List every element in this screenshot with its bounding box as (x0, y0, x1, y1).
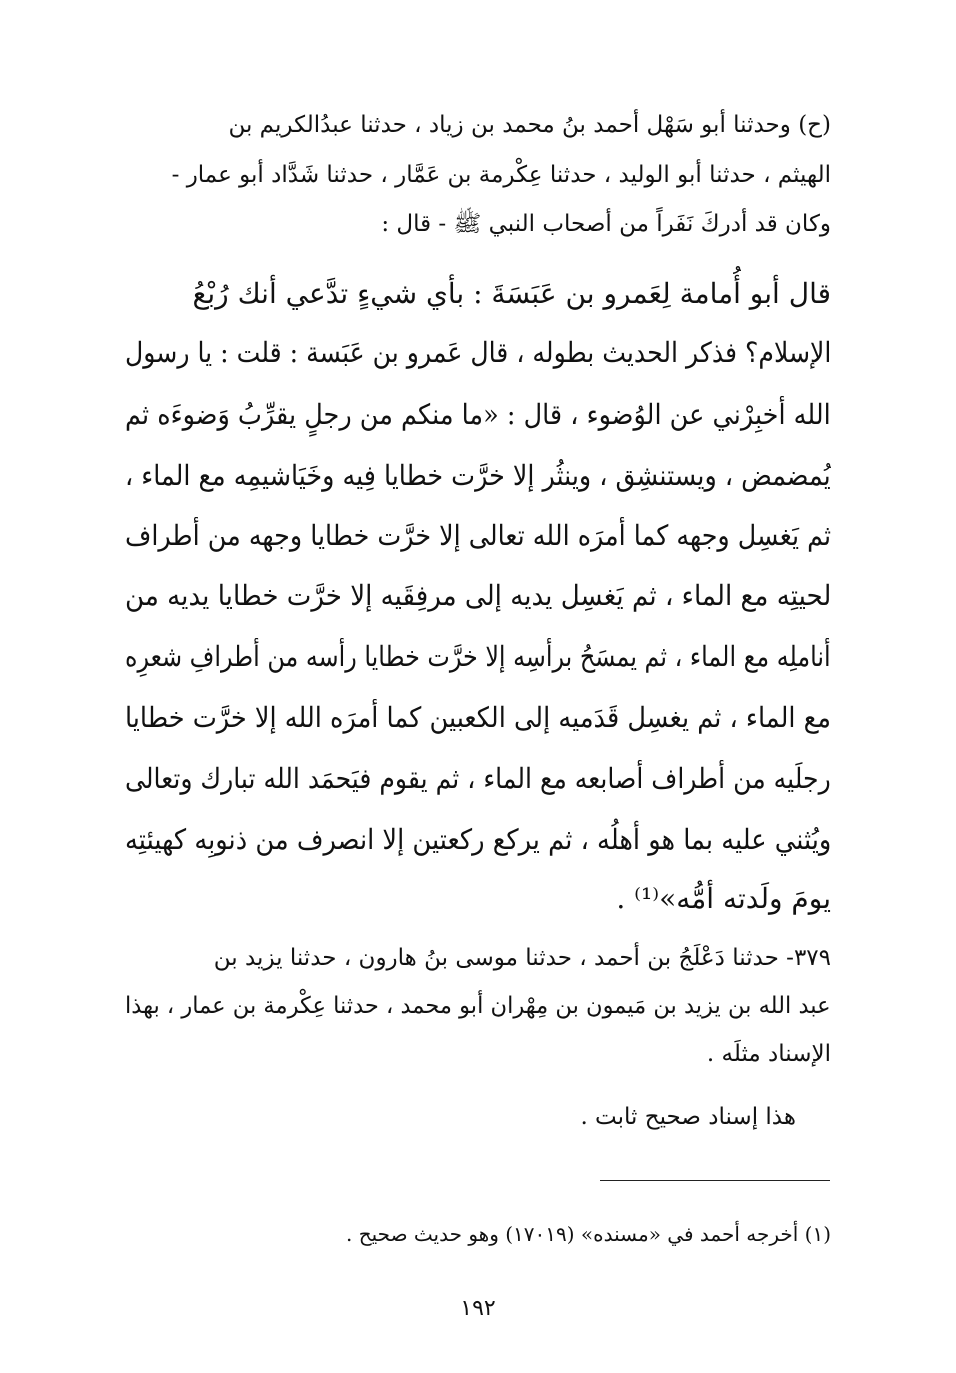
text-line: (ح) وحدثنا أبو سَهْل أحمد بنُ محمد بن زياد ، حدثنا عبدُالكريم بن (228, 112, 831, 138)
text-line: رجلَيه من أطراف أصابعه مع الماء ، ثم يقوم فيَحمَد الله تبارك وتعالى (125, 762, 831, 795)
text-line: عبد الله بن يزيد بن مَيمون بن مِهْران أبو محمد ، حدثنا عِكْرمة بن عمار ، بهذا (125, 993, 831, 1019)
text-line: الإسناد مثلَه . (706, 1041, 831, 1067)
footnote: (١) أخرجه أحمد في «مسنده» (١٧٠١٩) وهو حديث صحيح . (346, 1222, 831, 1246)
text-line: مع الماء ، ثم يغسِل قَدَميه إلى الكعبين كما أمرَه الله إلا خرَّت خطايا (125, 701, 831, 734)
text-line: قال أبو أُمامة لِعَمرو بن عَبَسَةَ : بأي شيءٍ تدَّعي أنك رُبْعُ (192, 277, 831, 310)
text-line: ٣٧٩- حدثنا دَعْلَجُ بن أحمد ، حدثنا موسى بنُ هارون ، حدثنا يزيد بن (213, 945, 831, 971)
text-line: لحيتِه مع الماء ، ثم يَغسِل يديه إلى مرفِقَيه إلا خرَّت خطايا يديه من (124, 579, 831, 612)
text-line: يُمضمض ، ويستنشِق ، وينثُر إلا خرَّت خطايا فِيه وخَيَاشيمِه مع الماء ، (125, 459, 831, 492)
text-line: هذا إسناد صحيح ثابت . (580, 1104, 796, 1130)
text-line: الله أخبِرْني عن الوُضوء ، قال : «ما منكم من رجلٍ يقرِّبُ وَضوءَه ثم (125, 398, 831, 431)
text-line: ثم يَغسِل وجهه كما أمرَه الله تعالى إلا خرَّت خطايا وجهه من أطراف (124, 519, 831, 552)
text-line: يومَ ولَدته أمُّه»⁽¹⁾ . (616, 882, 831, 915)
text-line: وكان قد أدركَ نَفَراً من أصحاب النبي ﷺ - قال : (381, 211, 831, 237)
text-line: الهيثم ، حدثنا أبو الوليد ، حدثنا عِكْرمة بن عَمَّار ، حدثنا شَدَّاد أبو عمار - (171, 162, 831, 188)
text-line: أناملِه مع الماء ، ثم يمسَحُ برأسِه إلا خرَّت خطايا رأسه من أطرافِ شعرِه (125, 640, 831, 673)
page-number: ١٩٢ (460, 1296, 496, 1321)
text-line: الإسلام؟ فذكر الحديث بطوله ، قال عَمرو بن عَبَسة : قلت : يا رسول (124, 336, 831, 369)
footnote-divider (600, 1180, 830, 1181)
text-line: ويُثني عليه بما هو أهلُه ، ثم يركع ركعتين إلا انصرف من ذنوبِه كهيئتِه (124, 823, 831, 856)
